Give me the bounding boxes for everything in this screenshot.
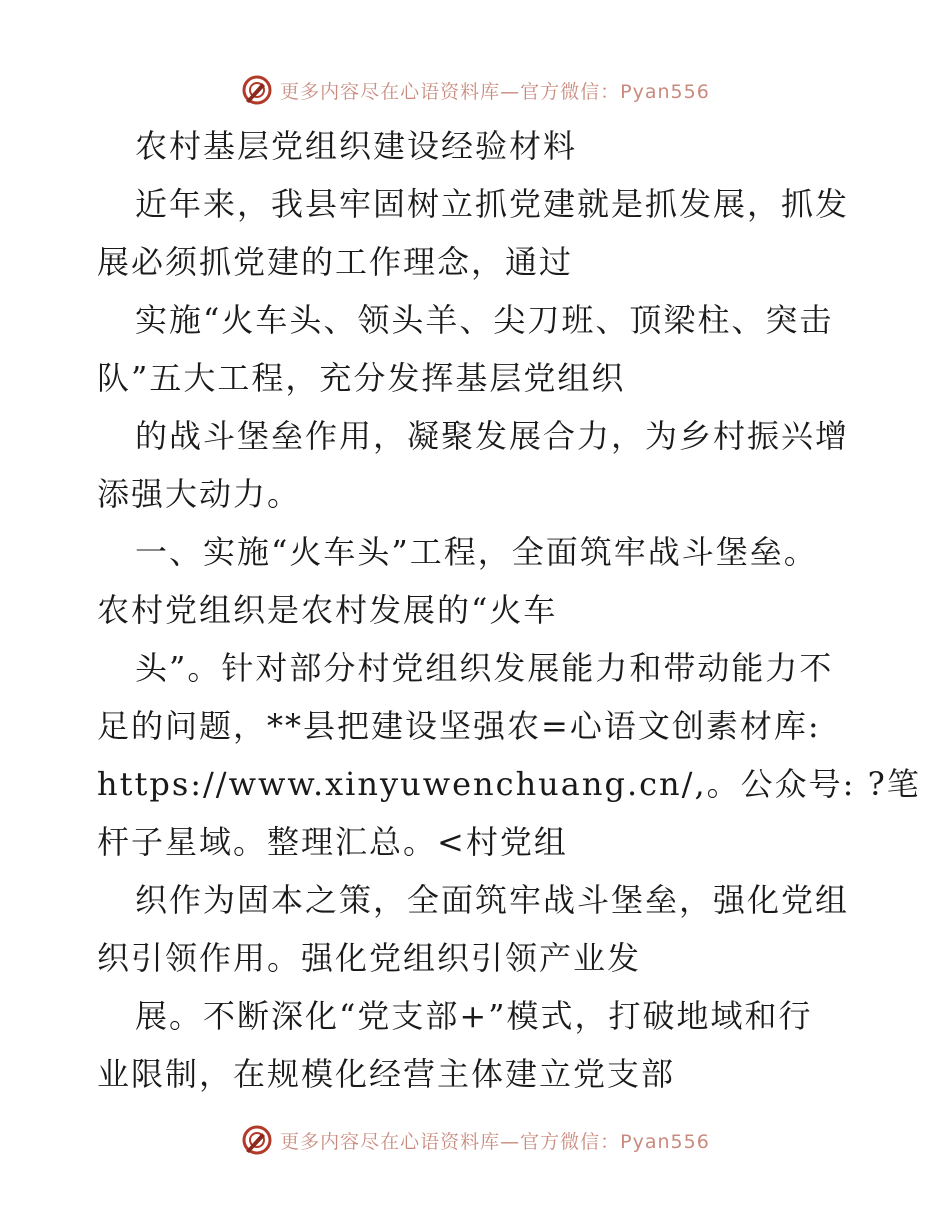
- paragraph-line: 织引领作用。强化党组织引领产业发: [97, 939, 642, 977]
- paragraph-line: 足的问题，**县把建设坚强农=心语文创素材库:: [97, 707, 821, 745]
- paragraph-line: 杆子星域。整理汇总。<村党组: [97, 823, 568, 861]
- paragraph-line: https://www.xinyuwenchuang.cn/,。公众号: ?笔: [97, 765, 921, 803]
- paragraph-line: 头”。针对部分村党组织发展能力和带动能力不: [135, 649, 834, 687]
- watermark-footer: [0, 1120, 950, 1160]
- paragraph-line: 展。不断深化“党支部+”模式，打破地域和行: [135, 997, 813, 1035]
- paragraph-line: 的战斗堡垒作用，凝聚发展合力，为乡村振兴增: [135, 417, 850, 455]
- document-title: 农村基层党组织建设经验材料: [135, 127, 578, 165]
- section-heading: 一、实施“火车头”工程，全面筑牢战斗堡垒。: [135, 533, 818, 571]
- paragraph-line: 展必须抓党建的工作理念，通过: [97, 243, 574, 281]
- paragraph-line: 实施“火车头、领头羊、尖刀班、顶梁柱、突击: [135, 301, 834, 339]
- paragraph-line: 队”五大工程，充分发挥基层党组织: [97, 359, 626, 397]
- paragraph-line: 近年来，我县牢固树立抓党建就是抓发展，抓发: [135, 185, 850, 223]
- paragraph-line: 业限制，在规模化经营主体建立党支部: [97, 1055, 676, 1093]
- red-circle-pen-logo-icon: [240, 1123, 274, 1157]
- paragraph-line: 农村党组织是农村发展的“火车: [97, 591, 558, 629]
- paragraph-line: 添强大动力。: [97, 475, 302, 513]
- watermark-text: 更多内容尽在心语资料库—官方微信：Pyan556: [280, 1130, 710, 1153]
- watermark-text: 更多内容尽在心语资料库—官方微信：Pyan556: [280, 80, 710, 103]
- paragraph-line: 织作为固本之策，全面筑牢战斗堡垒，强化党组: [135, 881, 850, 919]
